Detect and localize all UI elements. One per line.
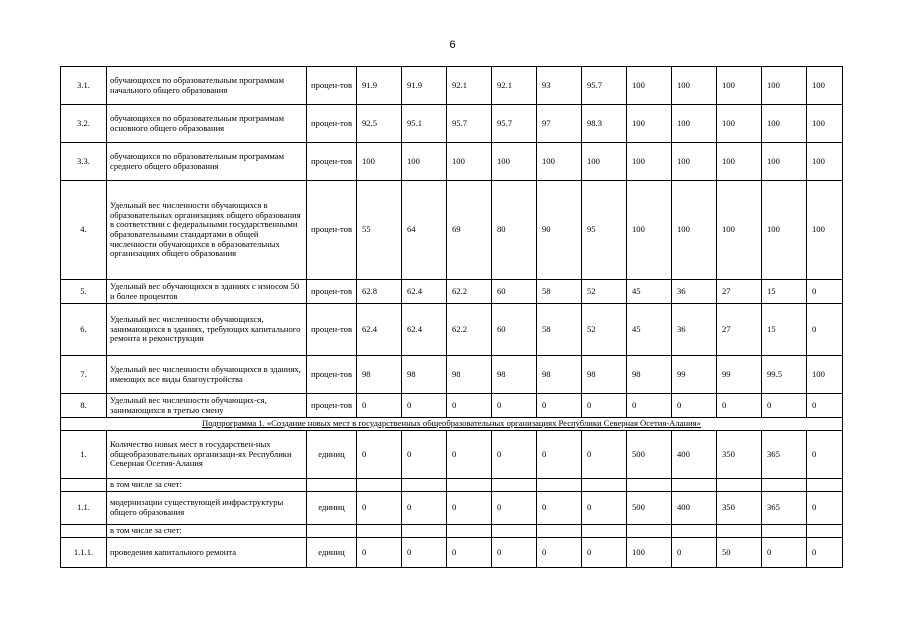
value-cell: 0 (357, 538, 402, 568)
value-cell: 100 (627, 67, 672, 105)
value-cell: 0 (402, 394, 447, 418)
value-cell: 0 (492, 538, 537, 568)
value-cell: 100 (582, 143, 627, 181)
unit-cell: процен-тов (307, 304, 357, 356)
value-cell: 50 (717, 538, 762, 568)
value-cell (627, 525, 672, 538)
value-cell: 100 (807, 143, 843, 181)
value-cell: 0 (582, 394, 627, 418)
value-cell (717, 525, 762, 538)
value-cell: 98 (402, 356, 447, 394)
value-cell: 99.5 (762, 356, 807, 394)
value-cell: 62.8 (357, 280, 402, 304)
table-row (61, 181, 843, 280)
value-cell: 0 (402, 538, 447, 568)
table-row (61, 492, 843, 525)
table-row (61, 525, 843, 538)
indicator-name: Количество новых мест в государствен-ных общеобразовательных организаци-ях Республики Северная Осетия-Алания (107, 431, 307, 479)
table-row (61, 479, 843, 492)
value-cell: 52 (582, 280, 627, 304)
indicator-name: Удельный вес численности обучающихся в зданиях, имеющих все виды благоустройства (107, 356, 307, 394)
value-cell: 95.7 (447, 105, 492, 143)
value-cell: 0 (762, 394, 807, 418)
value-cell: 98 (447, 356, 492, 394)
value-cell: 95.1 (402, 105, 447, 143)
value-cell: 0 (717, 394, 762, 418)
value-cell: 100 (717, 105, 762, 143)
row-number: 3.1. (61, 67, 107, 105)
value-cell: 64 (402, 181, 447, 280)
value-cell: 92.5 (357, 105, 402, 143)
row-number: 3.3. (61, 143, 107, 181)
value-cell (402, 479, 447, 492)
table-body (61, 67, 843, 568)
indicator-name: обучающихся по образовательным программам среднего общего образования (107, 143, 307, 181)
value-cell: 60 (492, 280, 537, 304)
value-cell: 97 (537, 105, 582, 143)
table-row (61, 431, 843, 479)
value-cell (447, 525, 492, 538)
value-cell: 27 (717, 304, 762, 356)
value-cell: 27 (717, 280, 762, 304)
value-cell: 95 (582, 181, 627, 280)
value-cell: 62.4 (402, 280, 447, 304)
value-cell: 98 (537, 356, 582, 394)
value-cell: 100 (672, 143, 717, 181)
value-cell: 100 (807, 181, 843, 280)
subprogram-title: Подпрограмма 1. «Создание новых мест в государственных общеобразовательных организациях Республики Северная Осетия-Алания» (61, 418, 843, 431)
table-row (61, 143, 843, 181)
row-number (61, 479, 107, 492)
value-cell: 0 (357, 394, 402, 418)
row-number: 5. (61, 280, 107, 304)
value-cell: 62.2 (447, 304, 492, 356)
row-number: 1.1. (61, 492, 107, 525)
value-cell: 90 (537, 181, 582, 280)
value-cell: 0 (447, 431, 492, 479)
value-cell (402, 525, 447, 538)
value-cell: 95.7 (492, 105, 537, 143)
value-cell: 0 (807, 394, 843, 418)
row-number: 1. (61, 431, 107, 479)
value-cell: 100 (672, 181, 717, 280)
value-cell: 55 (357, 181, 402, 280)
value-cell: 45 (627, 280, 672, 304)
table-row (61, 67, 843, 105)
value-cell (807, 479, 843, 492)
value-cell: 0 (492, 431, 537, 479)
unit-cell: процен-тов (307, 280, 357, 304)
value-cell (537, 525, 582, 538)
value-cell: 100 (807, 356, 843, 394)
indicator-name: Удельный вес численности обучающихся в образовательных организациях общего образования в соответствии с федеральными государственными образовательными стандартами в общей численности обучающихся в образовательных организациях общего образования (107, 181, 307, 280)
value-cell: 52 (582, 304, 627, 356)
value-cell (717, 479, 762, 492)
value-cell: 0 (537, 394, 582, 418)
value-cell: 0 (402, 431, 447, 479)
row-number: 1.1.1. (61, 538, 107, 568)
value-cell: 100 (627, 538, 672, 568)
value-cell: 0 (807, 304, 843, 356)
value-cell: 98 (357, 356, 402, 394)
table-row (61, 538, 843, 568)
value-cell: 100 (807, 105, 843, 143)
unit-cell: процен-тов (307, 356, 357, 394)
value-cell (582, 479, 627, 492)
value-cell: 0 (447, 492, 492, 525)
value-cell: 100 (672, 105, 717, 143)
value-cell: 98 (627, 356, 672, 394)
value-cell: 36 (672, 280, 717, 304)
value-cell: 0 (447, 538, 492, 568)
value-cell: 100 (627, 181, 672, 280)
value-cell (492, 525, 537, 538)
value-cell: 58 (537, 280, 582, 304)
value-cell: 0 (627, 394, 672, 418)
value-cell: 0 (672, 538, 717, 568)
row-number: 7. (61, 356, 107, 394)
value-cell (492, 479, 537, 492)
value-cell: 100 (492, 143, 537, 181)
value-cell (672, 479, 717, 492)
unit-cell: процен-тов (307, 143, 357, 181)
indicator-name: Удельный вес численности обучающих-ся, занимающихся в третью смену (107, 394, 307, 418)
value-cell: 100 (537, 143, 582, 181)
row-number: 6. (61, 304, 107, 356)
unit-cell: единиц (307, 431, 357, 479)
row-number (61, 525, 107, 538)
value-cell: 60 (492, 304, 537, 356)
page-number: 6 (449, 39, 456, 51)
value-cell (807, 525, 843, 538)
value-cell: 0 (357, 431, 402, 479)
value-cell: 99 (717, 356, 762, 394)
value-cell: 0 (537, 538, 582, 568)
value-cell: 100 (402, 143, 447, 181)
value-cell: 350 (717, 431, 762, 479)
table-row (61, 394, 843, 418)
value-cell: 100 (807, 67, 843, 105)
value-cell: 0 (447, 394, 492, 418)
row-number: 8. (61, 394, 107, 418)
value-cell: 0 (762, 538, 807, 568)
value-cell: 91.9 (357, 67, 402, 105)
value-cell: 100 (627, 143, 672, 181)
value-cell: 0 (582, 492, 627, 525)
value-cell: 100 (627, 105, 672, 143)
value-cell (672, 525, 717, 538)
indicator-name: в том числе за счет: (107, 479, 307, 492)
value-cell: 100 (672, 67, 717, 105)
value-cell: 58 (537, 304, 582, 356)
table-section-row (61, 418, 843, 431)
unit-cell: процен-тов (307, 105, 357, 143)
unit-cell: процен-тов (307, 181, 357, 280)
table-row (61, 356, 843, 394)
value-cell: 400 (672, 431, 717, 479)
value-cell: 99 (672, 356, 717, 394)
value-cell: 0 (582, 538, 627, 568)
row-number: 3.2. (61, 105, 107, 143)
indicator-name: Удельный вес численности обучающихся, занимающихся в зданиях, требующих капитального ремонта и реконструкции (107, 304, 307, 356)
value-cell: 100 (447, 143, 492, 181)
table-row (61, 304, 843, 356)
unit-cell: единиц (307, 492, 357, 525)
unit-cell: процен-тов (307, 394, 357, 418)
value-cell (762, 479, 807, 492)
value-cell: 365 (762, 492, 807, 525)
value-cell: 0 (807, 538, 843, 568)
unit-cell (307, 479, 357, 492)
value-cell: 45 (627, 304, 672, 356)
value-cell: 0 (807, 431, 843, 479)
value-cell (582, 525, 627, 538)
value-cell: 0 (807, 280, 843, 304)
value-cell: 80 (492, 181, 537, 280)
value-cell: 0 (807, 492, 843, 525)
indicator-name: в том числе за счет: (107, 525, 307, 538)
value-cell: 500 (627, 431, 672, 479)
value-cell (357, 525, 402, 538)
value-cell: 100 (717, 143, 762, 181)
unit-cell: единиц (307, 538, 357, 568)
unit-cell: процен-тов (307, 67, 357, 105)
value-cell: 92.1 (447, 67, 492, 105)
value-cell: 0 (357, 492, 402, 525)
indicator-name: Удельный вес обучающихся в зданиях с износом 50 и более процентов (107, 280, 307, 304)
value-cell: 62.2 (447, 280, 492, 304)
unit-cell (307, 525, 357, 538)
value-cell (762, 525, 807, 538)
table-row (61, 105, 843, 143)
value-cell (357, 479, 402, 492)
value-cell: 365 (762, 431, 807, 479)
value-cell (447, 479, 492, 492)
value-cell: 0 (672, 394, 717, 418)
row-number: 4. (61, 181, 107, 280)
indicators-table (60, 66, 843, 568)
value-cell: 93 (537, 67, 582, 105)
value-cell: 0 (582, 431, 627, 479)
value-cell: 98.3 (582, 105, 627, 143)
value-cell: 350 (717, 492, 762, 525)
value-cell: 69 (447, 181, 492, 280)
value-cell: 100 (762, 105, 807, 143)
value-cell: 0 (492, 492, 537, 525)
value-cell: 100 (717, 67, 762, 105)
value-cell: 98 (492, 356, 537, 394)
value-cell: 92.1 (492, 67, 537, 105)
value-cell: 0 (492, 394, 537, 418)
value-cell: 98 (582, 356, 627, 394)
value-cell: 400 (672, 492, 717, 525)
value-cell: 100 (762, 143, 807, 181)
value-cell: 91.9 (402, 67, 447, 105)
indicator-name: обучающихся по образовательным программам основного общего образования (107, 105, 307, 143)
value-cell (537, 479, 582, 492)
table-row (61, 280, 843, 304)
value-cell: 0 (537, 431, 582, 479)
value-cell: 15 (762, 304, 807, 356)
value-cell: 100 (762, 67, 807, 105)
value-cell: 0 (402, 492, 447, 525)
value-cell: 500 (627, 492, 672, 525)
value-cell: 62.4 (402, 304, 447, 356)
value-cell: 0 (537, 492, 582, 525)
value-cell (627, 479, 672, 492)
value-cell: 100 (762, 181, 807, 280)
value-cell: 100 (717, 181, 762, 280)
value-cell: 15 (762, 280, 807, 304)
value-cell: 36 (672, 304, 717, 356)
value-cell: 62.4 (357, 304, 402, 356)
indicator-name: модернизации существующей инфраструктуры общего образования (107, 492, 307, 525)
indicator-name: проведения капитального ремонта (107, 538, 307, 568)
indicator-name: обучающихся по образовательным программам начального общего образования (107, 67, 307, 105)
value-cell: 100 (357, 143, 402, 181)
value-cell: 95.7 (582, 67, 627, 105)
